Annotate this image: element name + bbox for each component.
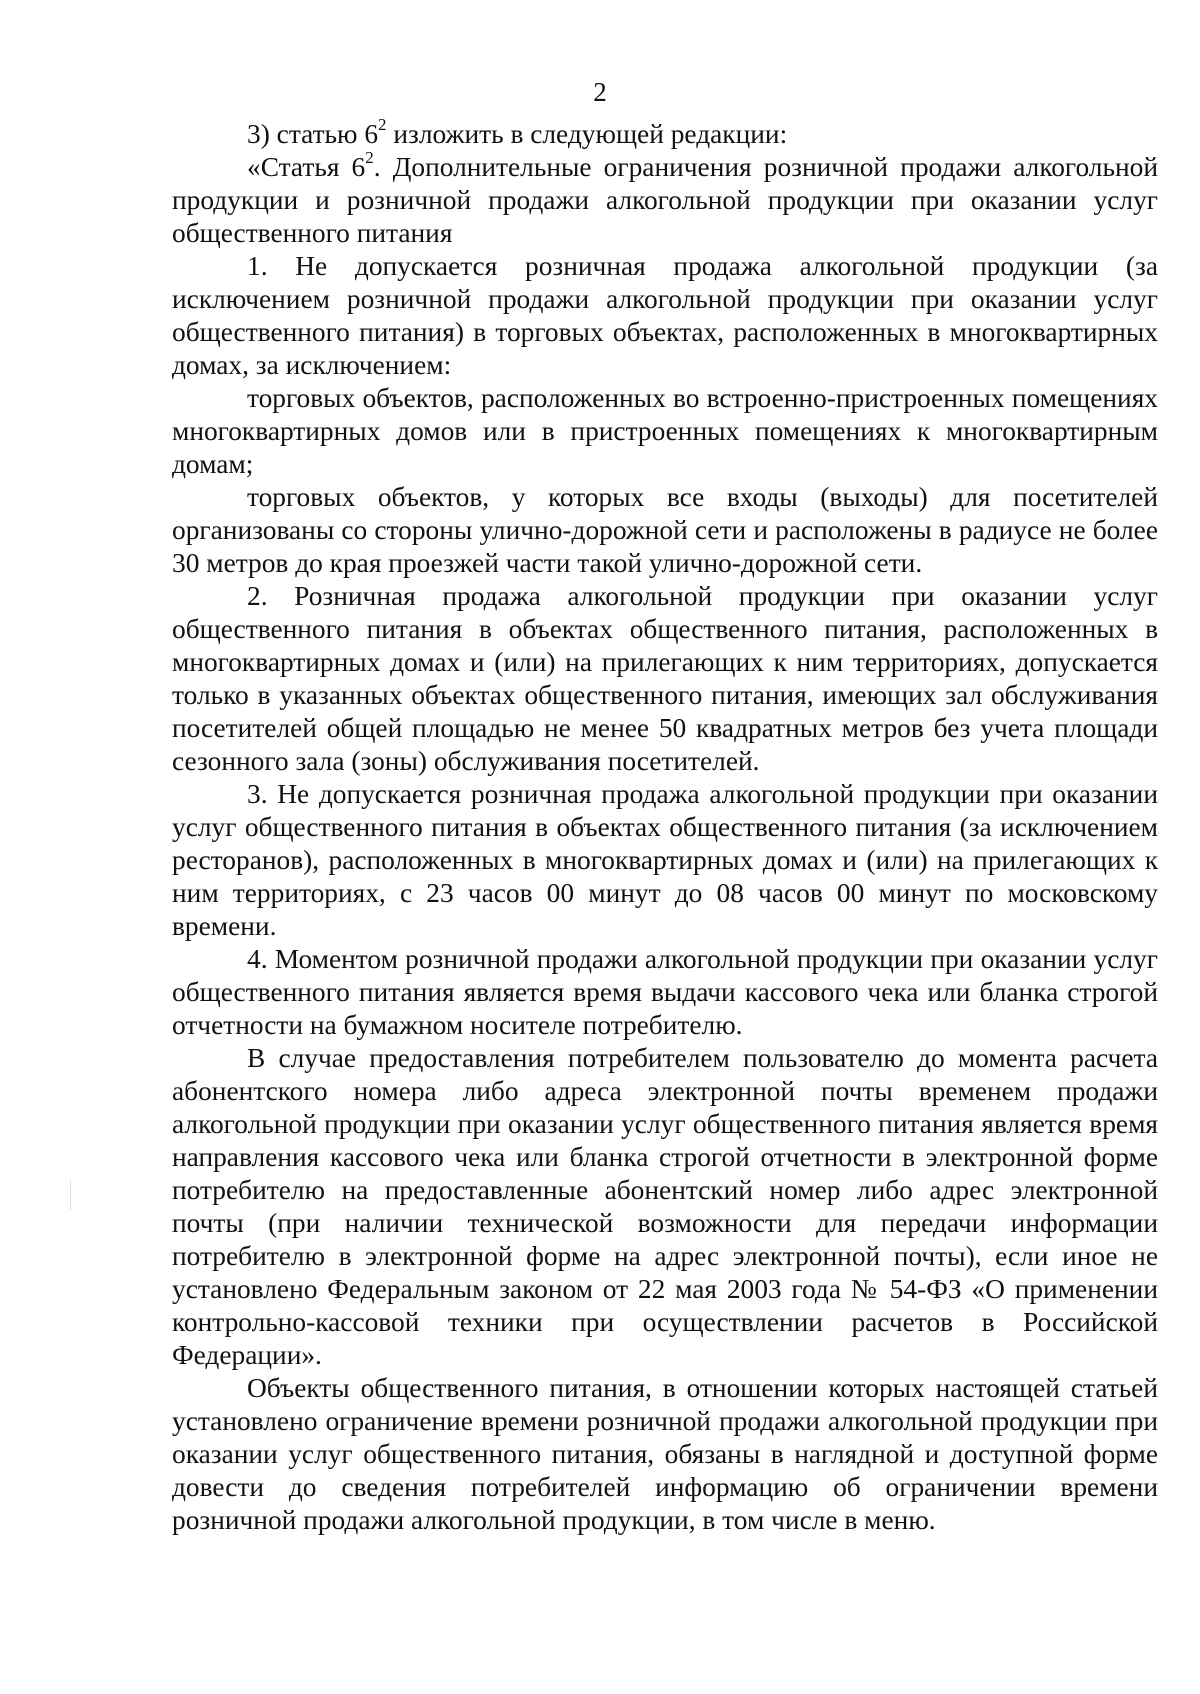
- paragraph-menu-notice: Объекты общественного питания, в отношении которых настоящей статьей установлено ограничение времени розничной продажи алкогольной продукции при оказании услуг общественного питания, обязаны в наглядной и доступной форме довести до сведения потребителей информацию об ограничении времени розничной продажи алкогольной продукции, в том числе в меню.: [172, 1373, 1158, 1535]
- paragraph-electronic-receipt: В случае предоставления потребителем пользователю до момента расчета абонентского номера либо адреса электронной почты временем продажи алкогольной продукции при оказании услуг общественного питания является время направления кассового чека или бланка строгой отчетности в электронной форме потребителю на предоставленные абонентский номер либо адрес электронной почты (при наличии технической возможности для передачи информации потребителю в электронной форме на адрес электронной почты), если иное не установлено Федеральным законом от 22 мая 2003 года № 54-ФЗ «О применении контрольно-кассовой техники при осуществлении расчетов в Российской Федерации».: [172, 1043, 1158, 1370]
- article-heading-title: . Дополнительные ограничения розничной продажи алкогольной продукции и розничной продажи алкогольной продукции при оказании услуг общественного питания: [172, 152, 1158, 248]
- paragraph-2: 2. Розничная продажа алкогольной продукции при оказании услуг общественного питания в объектах общественного питания, расположенных в многоквартирных домах и (или) на прилегающих к ним территориях, допускается только в указанных объектах общественного питания, имеющих зал обслуживания посетителей общей площадью не менее 50 квадратных метров без учета площади сезонного зала (зоны) обслуживания посетителей.: [172, 581, 1158, 776]
- article-heading-superscript: 2: [365, 147, 374, 167]
- article-heading: [172, 147, 1158, 250]
- amendment-intro-start: 3) статью 6: [247, 119, 379, 149]
- paragraph-4: 4. Моментом розничной продажи алкогольной продукции при оказании услуг общественного питания является время выдачи кассового чека или бланка строгой отчетности на бумажном носителе потребителю.: [172, 944, 1158, 1040]
- amendment-intro-end: изложить в следующей редакции:: [386, 119, 788, 149]
- document-body: [172, 114, 1158, 1537]
- paragraph-3: 3. Не допускается розничная продажа алкогольной продукции при оказании услуг общественного питания в объектах общественного питания (за исключением ресторанов), расположенных в многоквартирных домах и (или) на прилегающих к ним территориях, с 23 часов 00 минут до 08 часов 00 минут по московскому времени.: [172, 779, 1158, 941]
- paragraph-exception-2: торговых объектов, у которых все входы (выходы) для посетителей организованы со стороны улично-дорожной сети и расположены в радиусе не более 30 метров до края проезжей части такой улично-дорожной сети.: [172, 482, 1158, 578]
- paragraph-exception-1: торговых объектов, расположенных во встроенно-пристроенных помещениях многоквартирных домов или в пристроенных помещениях к многоквартирным домам;: [172, 383, 1158, 479]
- amendment-intro: [172, 114, 1158, 151]
- article-superscript: 2: [378, 114, 387, 134]
- page-number: 2: [593, 77, 607, 107]
- scan-margin-mark: [70, 1180, 71, 1210]
- paragraph-1: 1. Не допускается розничная продажа алкогольной продукции (за исключением розничной продажи алкогольной продукции при оказании услуг общественного питания) в торговых объектах, расположенных в многоквартирных домах, за исключением:: [172, 251, 1158, 380]
- article-heading-start: «Статья 6: [247, 152, 366, 182]
